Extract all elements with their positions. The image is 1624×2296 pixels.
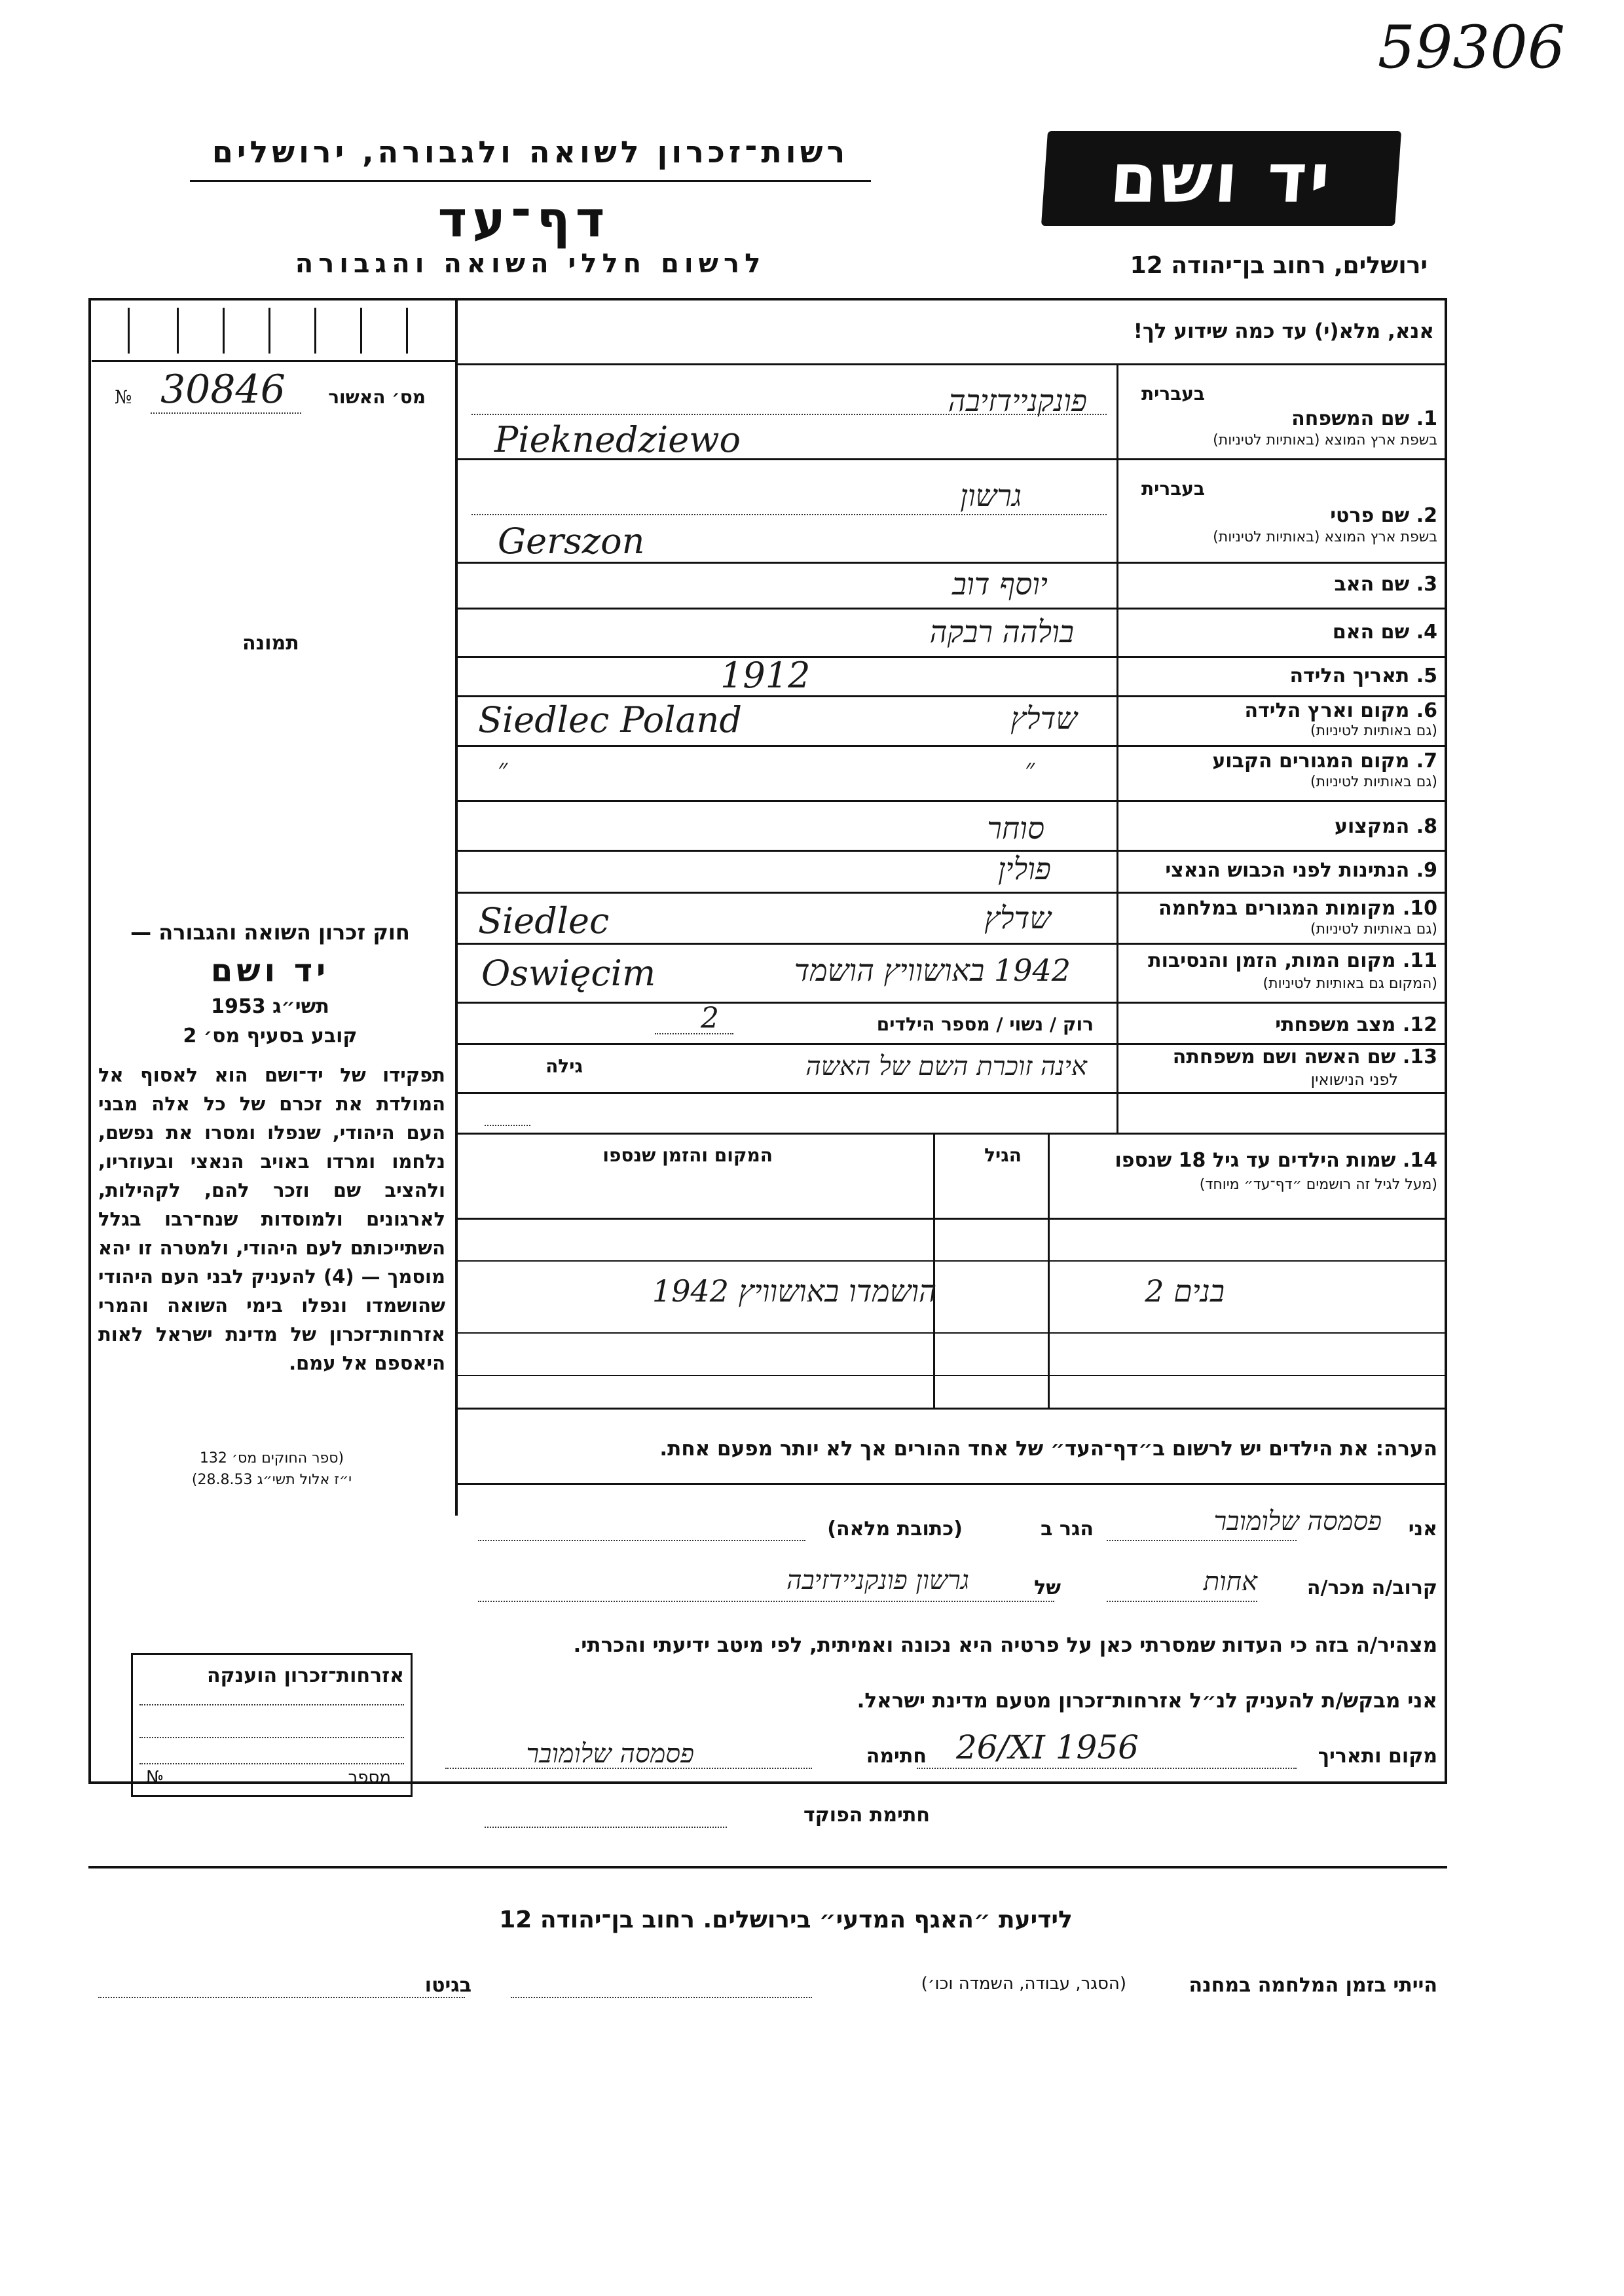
form-title: דף־עד [437,190,610,248]
decl-line1-a: אני [1408,1518,1437,1540]
f8-value: סוחר [987,811,1044,846]
f11-label: 11. מקום המות, הזמן והנסיבות [1148,949,1437,972]
footer-line-b: (הסגר, עבודה, השמדה וכו׳) [921,1974,1126,1994]
f13-age-label: גילה [545,1055,583,1077]
citizenship-rule-2 [139,1737,404,1738]
decl-line2-rule-a [1107,1601,1257,1602]
rule-f11 [455,1002,1447,1004]
f6-label: 6. מקום וארץ הלידה [1244,699,1437,722]
decl-line1-rule-b [478,1540,805,1541]
f4-label: 4. שם האם [1332,621,1437,644]
decl-line1-rule-a [1107,1540,1297,1541]
signature-line [445,1768,812,1769]
footer-rule [88,1866,1447,1868]
citizenship-title: אזרחות־זכרון הוענקה [206,1664,404,1687]
decl-line1-b: הגר ב [1041,1518,1094,1540]
f11-note: (המקום גם באותיות לטיניות) [1263,975,1437,992]
side-law-ref1: (ספר החוקים מס׳ 132 [199,1450,344,1467]
f11-value-hebrew: 1942 באושוויץ הושמד [794,953,1071,988]
f14-value-names: בנים 2 [1145,1273,1225,1309]
decl-line1-value: פסמסה שלומובר [1213,1506,1382,1537]
rule-f6 [455,745,1447,747]
signature-value: פסמסה שלומובר [526,1739,694,1769]
rule-f8 [455,850,1447,852]
place-date-label: מקום ותאריך [1318,1745,1437,1768]
f2-value-latin: Gerszon [498,520,645,562]
authority-underline [190,180,871,182]
decl-line2-name: גרשון פונקניידזיבה [786,1565,969,1595]
rule-f7 [455,800,1447,802]
f10-value-hebrew: שדלץ [984,900,1051,936]
side-law-ref2: י״ז אלול תשי״ג 28.8.53) [191,1472,352,1488]
rule-f5 [455,695,1447,697]
rule-f10 [455,943,1447,945]
rule-f9 [455,892,1447,894]
f14-col-age: הגיל [984,1144,1022,1166]
f14-col-divider-1 [1048,1133,1050,1408]
husband-age-line [485,1125,530,1126]
side-law-year: תשי״ג 1953 [211,995,329,1018]
approval-value: 30846 [160,367,286,412]
f2-value-hebrew: גרשון [960,478,1022,513]
citizenship-rule-1 [139,1704,404,1705]
f6-value-latin: Siedlec Poland [478,699,742,740]
f2-origin-note: בשפת ארץ המוצא (באותיות לטיניות) [1213,529,1437,545]
footer-rule-a [511,1997,812,1998]
instruction: אנא, מלא(י) עד כמה שידוע לך! [1133,319,1434,343]
rule-f4 [455,656,1447,658]
f14-row-3 [455,1375,1447,1376]
rule-f3 [455,608,1447,610]
decl-line3: מצהיר/ה בזה כי העדות שמסרתי כאן על פרטיה היא נכונה ואמיתית, לפי מיטב ידיעתי והכרתי. [573,1633,1437,1657]
footer-heading: לידיעת ״האגף המדעי״ בירושלים. רחוב בן־יהודה 12 [499,1906,1073,1933]
f6-value-hebrew: שדלץ [1010,701,1077,736]
f6-latin-note: (גם באותיות לטיניות) [1310,723,1437,739]
f14-value-place: הושמדו באושוויץ 1942 [652,1273,936,1309]
form-subtitle: לרשום חללי השואה והגבורה [295,249,766,279]
f1-value-latin: Pieknedziewo [494,419,741,460]
f2-hebrew-tag: בעברית [1141,478,1205,500]
f14-note: (מעל לגיל זה רושמים ״דף־עד״ מיוחד) [1199,1176,1437,1193]
yad-vashem-logo [1041,131,1401,226]
f7-label: 7. מקום המגורים הקבוע [1212,750,1437,773]
f10-label: 10. מקומות המגורים במלחמה [1158,897,1437,920]
note-rule-top [455,1408,1447,1410]
logo-text: יד ושם [1107,138,1335,218]
f1-hebrew-tag: בעברית [1141,383,1205,405]
archive-number: 59306 [1377,13,1565,82]
f13-label: 13. שם האשה ושם משפחתה [1172,1046,1437,1068]
instruction-rule [455,363,1447,365]
f10-latin-note: (גם באותיות לטיניות) [1310,921,1437,938]
f13-note: לפני הנישואין [1310,1070,1398,1089]
place-date-value: 26/XI 1956 [956,1728,1139,1766]
photo-label: תמונה [242,632,299,655]
decl-line1-c: (כתובת מלאה) [827,1518,963,1540]
decl-line2-rule-b [478,1601,1054,1602]
f14-row-1 [455,1260,1447,1262]
signature-label: חתימה [866,1745,927,1768]
f14-label: 14. שמות הילדים עד גיל 18 שנספו [1115,1149,1437,1172]
f12-children: 2 [701,1002,719,1035]
f1-origin-note: בשפת ארץ המוצא (באותיות לטיניות) [1213,432,1437,448]
decl-line2-relation: אחות [1203,1567,1257,1597]
f1-label: 1. שם המשפחה [1291,407,1437,430]
f3-label: 3. שם האב [1334,573,1437,596]
approval-line [151,412,301,414]
f2-split [471,514,1107,515]
rule-f14 [455,1218,1447,1220]
citizenship-number-label: מספר [348,1768,391,1787]
footer-line-c: בגיטו [424,1974,471,1997]
f13-value: אינה זוכרת השם של האשה [805,1051,1087,1082]
side-law-paragraph: תפקידו של יד־ושם הוא לאסוף אל המולדת את זכרם של כל אלה מבני העם היהודי, שנפלו ומסרו את נפשם, נלחמו ומרדו באויב הנאצי ובעוזריו, ולהציב שם וזכר להם, לקהילות, לארגונים ולמוסדות שנח־רבו בגלל השתייכותם לעם היהודי, ולמטרה זו יהא מוסמך — [98,1064,445,1288]
side-law-title: חוק זכרון השואה והגבורה — [130,920,410,945]
f4-value: בולהה רבקה [929,614,1074,649]
officer-label: חתימת הפוקד [803,1804,930,1827]
rule-f13 [455,1092,1447,1094]
f11-value-latin: Oswięcim [481,953,656,994]
f8-label: 8. המקצוע [1335,815,1437,838]
address: ירושלים, רחוב בן־יהודה 12 [1130,252,1428,279]
rule-f12 [455,1043,1447,1045]
approval-label: מס׳ האשור [328,386,426,408]
officer-line [485,1827,727,1828]
citizenship-no-sign: № [146,1768,164,1787]
header-check-boxes [92,301,455,362]
authority-title: רשות־זכרון לשואה ולגבורה, ירושלים [212,134,849,170]
decl-line2-a: קרוב/ה מכר/ה [1306,1576,1437,1599]
f12-label: 12. מצב משפחתי [1275,1013,1437,1036]
f12-line [655,1033,733,1034]
f14-col-place: המקום והזמן שנספו [602,1144,773,1166]
approval-no-sign: № [115,386,132,408]
f2-label: 2. שם פרטי [1330,504,1437,527]
side-law-name: יד ושם [210,953,330,989]
f7-latin-note: (גם באותיות לטיניות) [1310,774,1437,790]
f10-value-latin: Siedlec [478,900,610,941]
f7-value-hebrew: ״ [1025,754,1035,784]
rule-f2 [455,562,1447,564]
place-date-line [917,1768,1297,1769]
side-law-text [98,1061,445,1377]
f3-value: יוסף דוב [951,566,1048,602]
side-law-paragraph-2: (4) להעניק לבני העם היהודי שהושמדו ונפלו בימי השואה והמרי אזרחות־זכרון של מדינת ישראל לאות היאספם אל עמם. [98,1266,445,1374]
side-law-clause: קובע בסעיף מס׳ 2 [183,1025,358,1048]
citizenship-box [131,1653,413,1797]
decl-line4: אני מבקש/ת להעניק לנ״ל אזרחות־זכרון מטעם מדינת ישראל. [857,1689,1437,1713]
f14-row-2 [455,1332,1447,1334]
f9-label: 9. הנתינות לפני הכבוש הנאצי [1165,859,1437,882]
label-column-divider [1116,363,1118,1133]
rule-husband [455,1133,1447,1135]
f12-options: רוק / נשוי / מספר הילדים [876,1013,1094,1035]
f5-value: 1912 [720,655,811,696]
footer-rule-b [98,1997,465,1998]
note-rule-bottom [455,1483,1447,1485]
f5-label: 5. תאריך הלידה [1289,665,1437,687]
f9-value: פולין [997,851,1051,886]
citizenship-rule-3 [139,1763,404,1764]
f14-col-divider-2 [933,1133,935,1408]
decl-line2-b: של [1034,1576,1061,1599]
note-text: הערה: את הילדים יש לרשום ב״דף־העד״ של אחד ההורים אך לא יותר מפעם אחת. [659,1437,1437,1461]
f7-value-latin: ״ [498,754,508,784]
f1-value-hebrew: פונקניידזיבה [948,383,1087,418]
footer-line-a: הייתי בזמן המלחמה במחנה [1189,1974,1437,1997]
